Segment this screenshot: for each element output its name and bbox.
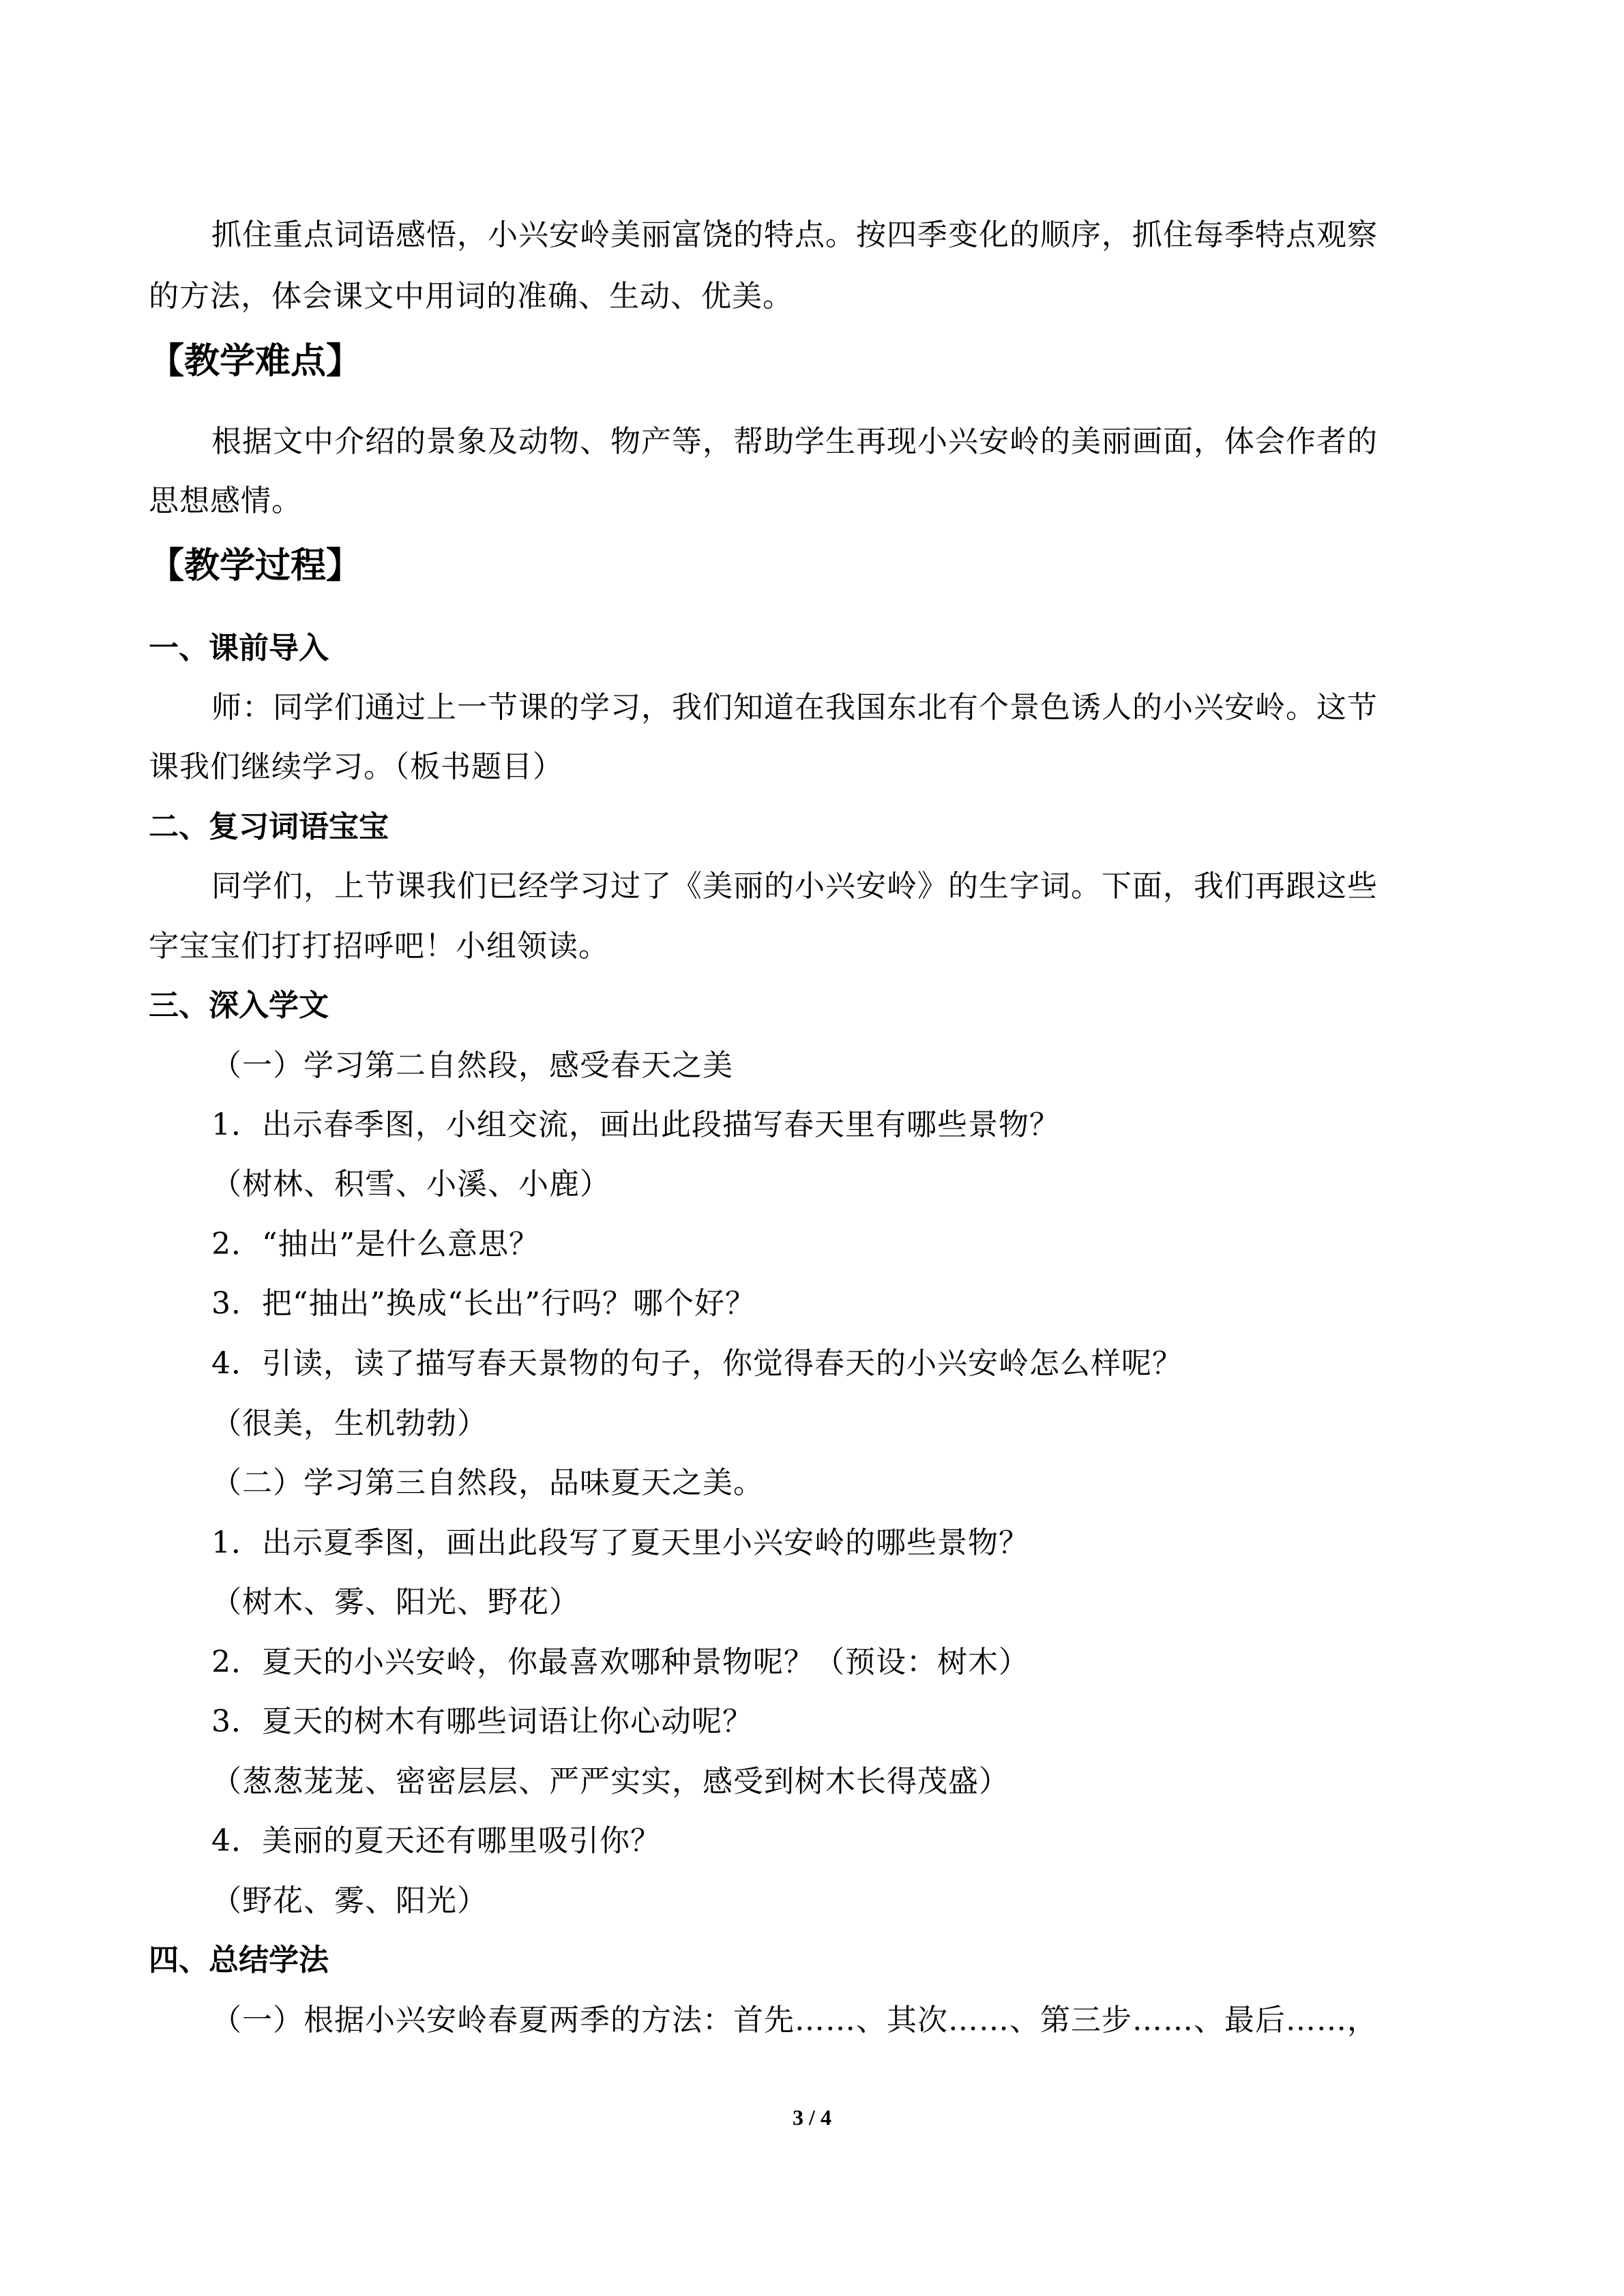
section-4-title: 四、总结学法 — [149, 1943, 329, 1978]
key-points-line-2: 的方法，体会课文中用词的准确、生动、优美。 — [149, 279, 793, 314]
section-3-line: （野花、雾、阳光） — [211, 1883, 488, 1918]
section-2-line-2: 字宝宝们打打招呼吧！小组领读。 — [149, 929, 609, 964]
section-1-line-2: 课我们继续学习。（板书题目） — [149, 749, 563, 784]
section-3-line: （很美，生机勃勃） — [211, 1406, 488, 1441]
section-1-line-1: 师：同学们通过上一节课的学习，我们知道在我国东北有个景色诱人的小兴安岭。这节 — [211, 690, 1378, 725]
section-3-line: 1．出示春季图，小组交流，画出此段描写春天里有哪些景物？ — [211, 1107, 1060, 1142]
difficulty-heading: 【教学难点】 — [149, 341, 362, 382]
section-3-line: 4．美丽的夏天还有哪里吸引你？ — [211, 1823, 661, 1858]
section-3-line: 3．夏天的树木有哪些词语让你心动呢？ — [211, 1704, 753, 1739]
key-points-line-1: 抓住重点词语感悟，小兴安岭美丽富饶的特点。按四季变化的顺序，抓住每季特点观察 — [211, 218, 1378, 252]
section-3-line: 2．“抽出”是什么意思？ — [211, 1227, 540, 1262]
section-1-title: 一、课前导入 — [149, 631, 329, 666]
section-2-title: 二、复习词语宝宝 — [149, 809, 389, 844]
section-3-line: （树林、积雪、小溪、小鹿） — [211, 1167, 610, 1202]
section-3-line: （葱葱茏茏、密密层层、严严实实，感受到树木长得茂盛） — [211, 1764, 1009, 1799]
section-3-line: （二）学习第三自然段，品味夏天之美。 — [211, 1465, 764, 1500]
section-4-line-1: （一）根据小兴安岭春夏两季的方法：首先……、其次……、第三步……、最后……， — [211, 2003, 1378, 2038]
difficulty-line-2: 思想感情。 — [149, 483, 302, 518]
section-3-line: 1．出示夏季图，画出此段写了夏天里小兴安岭的哪些景物？ — [211, 1525, 1029, 1560]
section-3-line: （一）学习第二自然段，感受春天之美 — [211, 1048, 733, 1083]
section-3-line: 4．引读，读了描写春天景物的句子，你觉得春天的小兴安岭怎么样呢？ — [211, 1346, 1183, 1381]
process-heading: 【教学过程】 — [149, 546, 362, 586]
section-3-title: 三、深入学文 — [149, 988, 329, 1023]
section-3-line: 3．把“抽出”换成“长出”行吗？哪个好？ — [211, 1286, 756, 1321]
section-3-line: （树木、雾、阳光、野花） — [211, 1585, 580, 1620]
difficulty-line-1: 根据文中介绍的景象及动物、物产等，帮助学生再现小兴安岭的美丽画面，体会作者的 — [211, 424, 1378, 459]
section-3-line: 2．夏天的小兴安岭，你最喜欢哪种景物呢？（预设：树木） — [211, 1645, 1029, 1680]
section-2-line-1: 同学们，上节课我们已经学习过了《美丽的小兴安岭》的生字词。下面，我们再跟这些 — [211, 869, 1378, 904]
page-number: 3 / 4 — [793, 2105, 831, 2130]
